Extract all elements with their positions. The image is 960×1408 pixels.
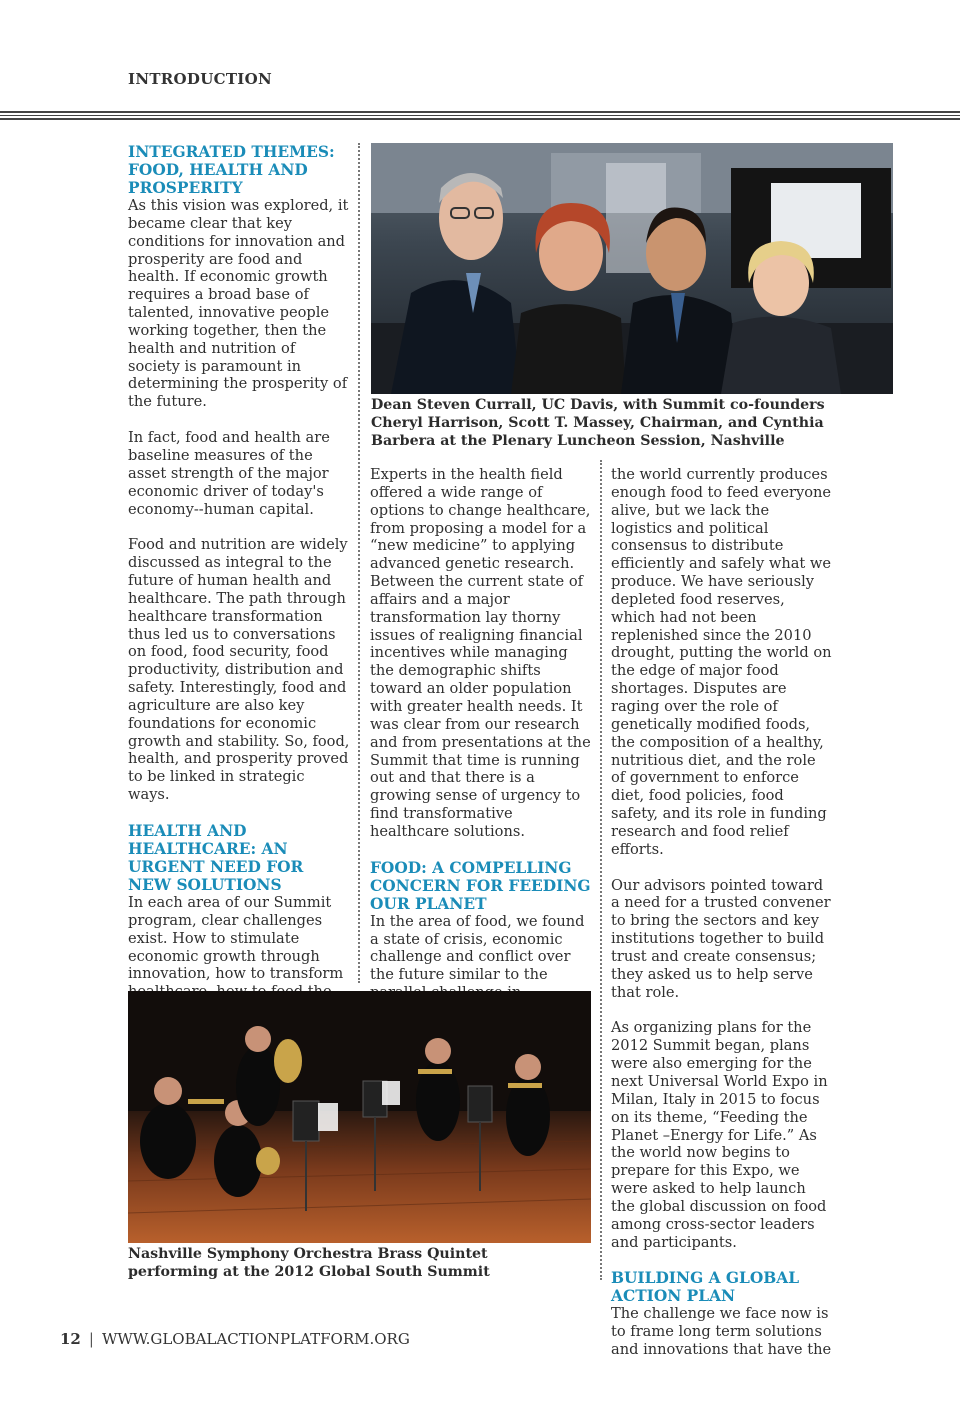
founders-photo-illustration (371, 143, 893, 394)
founders-photo (371, 143, 893, 394)
page-number: 12 (60, 1330, 81, 1348)
body-paragraph: The challenge we face now is to frame long term solutions and innovations that have the (611, 1305, 832, 1359)
body-paragraph: In fact, food and health are baseline measures of the asset strength of the major economic driver of today's economy--human capital. (128, 429, 330, 518)
body-paragraph: Food and nutrition are widely discussed as integral to the future of human health and healthcare. The path through healthcare transformation thus led us to conversations on food, food security, food productivity, distribution and safety. Interestingly, food and agriculture are also key foundations for economic growth and stability. So, food, health, and prosperity proved to be linked in strategic ways. (128, 536, 350, 804)
body-paragraph: In each area of our Summit program, clear challenges exist. How to stimulate economic growth through innovation, how to transform (128, 894, 344, 983)
brass-quintet-photo-illustration (128, 991, 591, 1243)
middle-column (370, 466, 592, 1038)
body-paragraph: In the area of food, we found a state of crisis, economic challenge and conflict over the future similar to the (370, 912, 585, 984)
body-paragraph: As this vision was explored, it became clear that key conditions for innovation and prosperity are food and health. If economic growth requires a broad base of talented, innovative people working together, then the health and nutrition of society is paramount in determining the prosperity of the future. (128, 197, 349, 411)
photo-caption: Dean Steven Currall, UC Davis, with Summit co-founders Cheryl Harrison, Scott T. Massey, Chairman, and Cynthia Barbera at the Plenary Luncheon Session, Nashville (371, 397, 825, 449)
column-divider (358, 143, 360, 983)
body-paragraph: Experts in the health field offered a wide range of options to change healthcare, from proposing a model for a “new medicine” to applying advanced genetic research. Between the current state of affairs and a major transformation lay thorny issues of realigning financial incentives while managing the demographic shifts toward an older population with greater health needs. It was clear from our research and from presentations at the Summit that time is running out and that there is a growing sense of urgency to find transformative healthcare solutions. (370, 466, 591, 840)
section-heading: BUILDING A GLOBAL ACTION PLAN (611, 1269, 800, 1306)
body-paragraph: the world currently produces enough food to feed everyone alive, but we lack the logistics and political consensus to distribute efficiently and safely what we produce. We have seriously depleted food reserves, which had not been replenished since the 2010 drought, putting the world on the edge of major food shortages. Disputes are raging over the role of genetically modified foods, the composition of a healthy, nutritious diet, and the role of government to enforce diet, food policies, food safety, and its role in funding research and food relief efforts. (611, 466, 832, 858)
website-url[interactable]: WWW.GLOBALACTIONPLATFORM.ORG (101, 1330, 410, 1348)
body-paragraph: Our advisors pointed toward a need for a trusted convener to bring the sectors and key institutions together to build trust and create consensus; they asked us to help serve that role. (611, 876, 831, 1001)
right-column (611, 466, 833, 1359)
footer-separator: | (88, 1330, 94, 1348)
brass-quintet-photo (128, 991, 591, 1243)
header-rule (0, 115, 960, 116)
section-heading: HEALTH AND HEALTHCARE: AN URGENT NEED FOR NEW SOLUTIONS (128, 822, 304, 894)
page-footer (60, 1330, 410, 1348)
section-heading: INTEGRATED THEMES: FOOD, HEALTH AND PROSPERITY (128, 143, 335, 197)
photo-caption: Nashville Symphony Orchestra Brass Quintet performing at the 2012 Global South Summit (128, 1246, 490, 1280)
header-rule (0, 111, 960, 113)
left-column (128, 143, 350, 1037)
section-label: INTRODUCTION (128, 70, 273, 88)
body-paragraph: As organizing plans for the 2012 Summit began, plans were also emerging for the next Universal World Expo in Milan, Italy in 2015 to focus on its theme, “Feeding the Planet –Energy for Life.” As the world now begins to prepare for this Expo, we were asked to help launch the global discussion on food among cross-sector leaders and participants. (611, 1019, 828, 1251)
header-rule (0, 118, 960, 120)
section-heading: FOOD: A COMPELLING CONCERN FOR FEEDING OUR PLANET (370, 858, 591, 913)
column-divider (600, 460, 602, 1280)
